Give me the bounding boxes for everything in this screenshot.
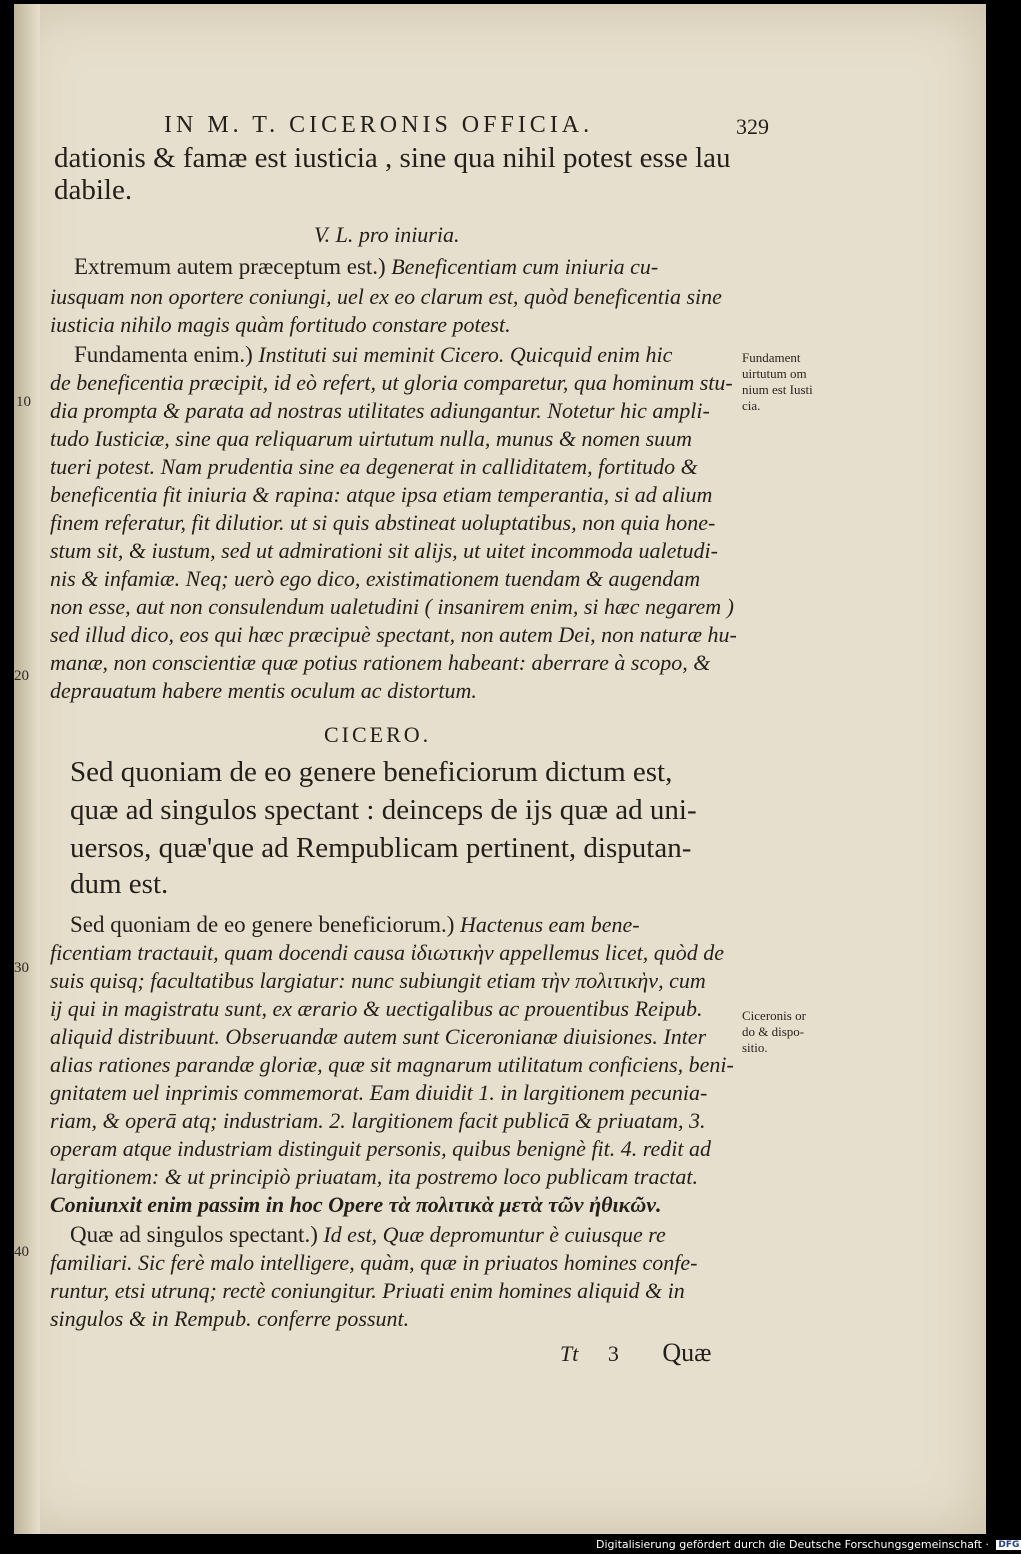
paragraph-line: beneficentia fit iniuria & rapina: atque ipsa etiam temperantia, si ad alium bbox=[50, 482, 713, 507]
quotation-line: uersos, quæ'que ad Rempublicam pertinent, disputan- bbox=[70, 832, 692, 864]
commentary-line: Quæ ad singulos spectant.) Id est, Quæ depromuntur è cuiusque re bbox=[70, 1222, 666, 1247]
commentary-line: aliquid distribuunt. Obseruandæ autem sunt Ciceronianæ diuisiones. Inter bbox=[50, 1024, 707, 1049]
footer-text: Digitalisierung gefördert durch die Deutsche Forschungsgemeinschaft · bbox=[596, 1538, 989, 1551]
paragraph-line: deprauatum habere mentis oculum ac distortum. bbox=[50, 678, 477, 703]
paragraph-line: Extremum autem præceptum est.) Beneficentiam cum iniuria cu- bbox=[74, 254, 659, 279]
paragraph-line: dia prompta & parata ad nostras utilitates adiungantur. Notetur hic ampli- bbox=[50, 398, 710, 423]
commentary-line: runtur, etsi utrunq; rectè coniungitur. Priuati enim homines aliquid & in bbox=[50, 1278, 685, 1303]
commentary-line: familiari. Sic ferè malo intelligere, quàm, quæ in priuatos homines confe- bbox=[50, 1250, 698, 1275]
running-title: IN M. T. CICERONIS OFFICIA. bbox=[164, 112, 594, 138]
dfg-logo-icon: DFG bbox=[998, 1540, 1020, 1550]
lemma: Fundamenta enim.) bbox=[74, 342, 253, 367]
line-number: 30 bbox=[14, 960, 29, 976]
paragraph-line: de beneficentia præcipit, id eò refert, ut gloria comparetur, qua hominum stu- bbox=[50, 370, 733, 395]
quotation-line: quæ ad singulos spectant : deinceps de ijs quæ ad uni- bbox=[70, 794, 697, 826]
line-number: 20 bbox=[14, 668, 29, 684]
signature-mark: Tt bbox=[560, 1341, 579, 1366]
paragraph-line: stum sit, & iustum, sed ut admirationi sit alijs, ut uitet incommoda ualetudi- bbox=[50, 538, 718, 563]
paragraph-line: nis & infamiæ. Neq; uerò ego dico, existimationem tuendam & augendam bbox=[50, 566, 701, 591]
commentary-line: largitionem: & ut principiò priuatam, ita postremo loco publicam tractat. bbox=[50, 1164, 698, 1189]
quotation-line: Sed quoniam de eo genere beneficiorum dictum est, bbox=[70, 756, 673, 788]
commentary-line: riam, & operā atq; industriam. 2. largitionem facit publicā & priuatam, 3. bbox=[50, 1108, 706, 1133]
line-number: 40 bbox=[14, 1244, 29, 1260]
commentary-line: alias rationes parandæ gloriæ, quæ sit magnarum utilitatum conficiens, beni- bbox=[50, 1052, 734, 1077]
text-line: dabile. bbox=[54, 174, 133, 206]
paragraph-line: Fundamenta enim.) Instituti sui meminit Cicero. Quicquid enim hic bbox=[74, 342, 673, 367]
commentary-line: suis quisq; facultatibus largiatur: nunc subiungit etiam τὴν πολιτικὴν, cum bbox=[50, 968, 706, 993]
paragraph-line: non esse, aut non consulendum ualetudini ( insanirem enim, si hæc negarem ) bbox=[50, 594, 734, 619]
section-label: V. L. pro iniuria. bbox=[314, 222, 460, 247]
commentary-line: Coniunxit enim passim in hoc Opere τὰ πολιτικὰ μετὰ τῶν ἠθικῶν. bbox=[50, 1192, 662, 1217]
paragraph-line: sed illud dico, eos qui hæc præcipuè spectant, non autem Dei, non naturæ hu- bbox=[50, 622, 737, 647]
commentary-line: operam atque industriam distinguit personis, quibus benignè fit. 4. redit ad bbox=[50, 1136, 712, 1161]
paragraph-line: iusticia nihilo magis quàm fortitudo constare potest. bbox=[50, 312, 511, 337]
paragraph-line: iusquam non oportere coniungi, uel ex eo clarum est, quòd beneficentia sine bbox=[50, 284, 722, 309]
paragraph-line: manæ, non conscientiæ quæ potius rationem habeant: aberrare à scopo, & bbox=[50, 650, 711, 675]
catchword: Quæ bbox=[662, 1338, 712, 1367]
signature-line bbox=[560, 1338, 711, 1368]
commentary-line: singulos & in Rempub. conferre possunt. bbox=[50, 1306, 410, 1331]
margin-note: Ciceronis or do & dispo- sitio. bbox=[742, 1008, 806, 1055]
lemma: Quæ ad singulos spectant.) bbox=[70, 1222, 318, 1247]
margin-note: Fundament uirtutum om nium est Iusti cia. bbox=[742, 350, 813, 413]
commentary-line: ij qui in magistratu sunt, ex ærario & uectigalibus ac prouentibus Reipub. bbox=[50, 996, 703, 1021]
commentary-line: gnitatem uel inprimis commemorat. Eam diuidit 1. in largitionem pecunia- bbox=[50, 1080, 708, 1105]
paragraph-line: finem referatur, fit dilutior. ut si quis abstineat uoluptatibus, non quia hone- bbox=[50, 510, 716, 535]
commentary-line: ficentiam tractauit, quam docendi causa ἰδιωτικὴν appellemus licet, quòd de bbox=[50, 940, 725, 965]
line-number: 10 bbox=[16, 394, 31, 410]
paragraph-line: tudo Iusticiæ, sine qua reliquarum uirtutum nulla, munus & nomen suum bbox=[50, 426, 693, 451]
quotation-line: dum est. bbox=[70, 868, 169, 900]
digitization-footer bbox=[596, 1538, 1021, 1551]
text-line: dationis & famæ est iusticia , sine qua nihil potest esse lau bbox=[54, 142, 731, 174]
lemma: Sed quoniam de eo genere beneficiorum.) bbox=[70, 912, 455, 937]
section-heading: CICERO. bbox=[324, 722, 432, 747]
page-gutter bbox=[14, 4, 40, 1534]
paragraph-line: tueri potest. Nam prudentia sine ea degenerat in calliditatem, fortitudo & bbox=[50, 454, 698, 479]
lemma: Extremum autem præceptum est.) bbox=[74, 254, 386, 279]
book-page bbox=[14, 4, 986, 1534]
commentary-line: Sed quoniam de eo genere beneficiorum.) Hactenus eam bene- bbox=[70, 912, 640, 937]
signature-number: 3 bbox=[607, 1341, 619, 1366]
folio-number: 329 bbox=[736, 114, 769, 139]
